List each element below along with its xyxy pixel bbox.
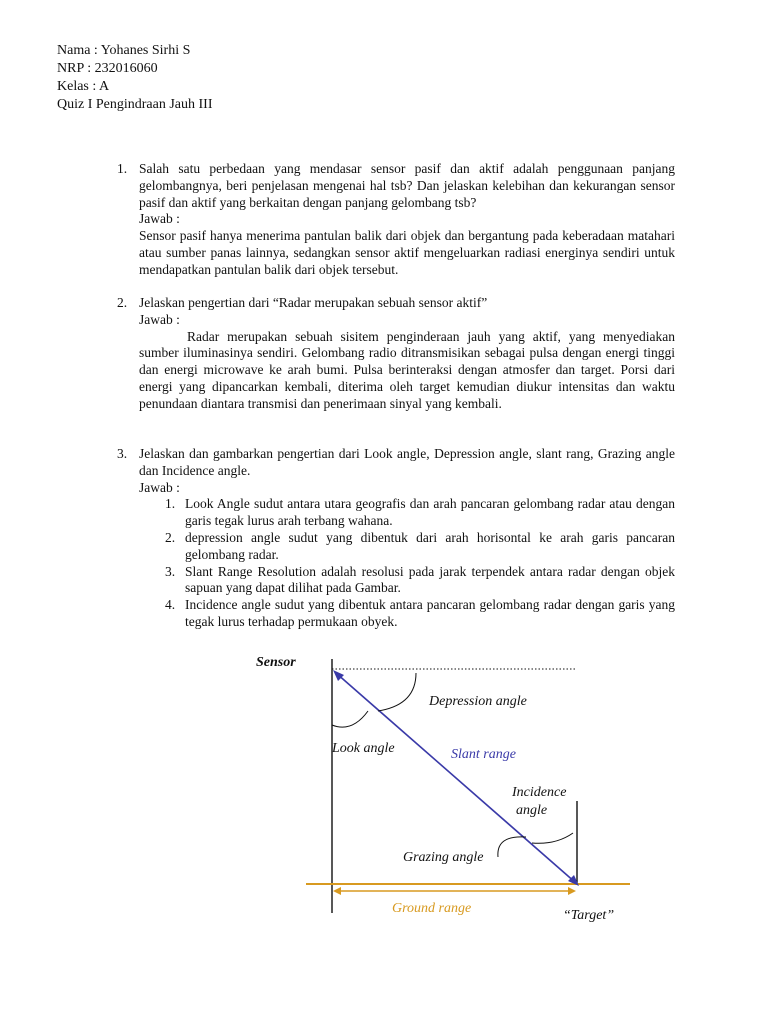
look-angle-label: Look angle — [332, 741, 395, 756]
answer-text: Radar merupakan sebuah sisitem penginderaan jauh yang aktif, yang menyediakan sumber iluminasinya sendiri. Gelombang radio ditransmisikan sebagai pulsa dengan energi tinggi dan energi microwave ke arah bumi. Pulsa berinteraksi dengan atmosfer dan target. Porsi dari energi yang dipancarkan kembali, diterima oleh target kemudian diukur intensitas dan waktu penundaan diantara transmisi dan penerimaan sinyal yang kembali. — [139, 328, 675, 411]
jawab-label: Jawab : — [139, 479, 180, 495]
student-header — [57, 42, 213, 114]
incidence-label-line2: angle — [516, 803, 548, 818]
student-class: Kelas : A — [57, 79, 110, 94]
slant-range-label: Slant range — [451, 747, 516, 762]
incidence-label-line1: Incidence — [512, 785, 567, 800]
question-number: 3. — [117, 446, 128, 461]
answer-item — [163, 564, 675, 598]
target-label: “Target” — [563, 908, 615, 923]
grazing-angle-arc — [498, 837, 526, 857]
ground-range-arrowhead-right — [568, 887, 576, 895]
answer-item — [163, 597, 675, 631]
question-number: 2. — [117, 295, 128, 310]
look-angle-arc — [332, 711, 368, 727]
jawab-label: Jawab : — [139, 311, 180, 327]
depression-angle-arc — [378, 673, 416, 711]
question-3 — [117, 446, 675, 631]
question-text: Salah satu perbedaan yang mendasar sensor pasif dan aktif adalah penggunaan panjang gelombangnya, beri penjelasan mengenai hal tsb? Dan jelaskan kelebihan dan kekurangan sensor pasif dan aktif yang berkaitan dengan panjang gelombang tsb? — [139, 161, 675, 210]
item-text: Incidence angle sudut yang dibentuk antara pancaran gelombang radar dengan garis yang tegak lurus terhadap permukaan obyek. — [185, 597, 675, 629]
item-text: Slant Range Resolution adalah resolusi pada jarak terpendek antara radar dengan objek sapuan yang dapat dilihat pada Gambar. — [185, 563, 675, 596]
incidence-angle-arc — [532, 833, 573, 843]
item-text: depression angle sudut yang dibentuk dari arah horisontal ke arah garis pancaran gelombang radar. — [185, 529, 675, 562]
ground-range-arrowhead-left — [333, 887, 341, 895]
answer-text: Sensor pasif hanya menerima pantulan balik dari objek dan bergantung pada keberadaan matahari atau sumber panas lainnya, sedangkan sensor aktif mengeluarkan radiasi energinya sendiri untuk mendapatkan pantulan balik dari objek tersebut. — [139, 228, 675, 277]
depression-angle-label: Depression angle — [429, 694, 527, 709]
question-text: Jelaskan dan gambarkan pengertian dari Look angle, Depression angle, slant rang, Grazing angle dan Incidence angle. — [139, 446, 675, 478]
grazing-angle-label: Grazing angle — [403, 850, 484, 865]
question-text: Jelaskan pengertian dari “Radar merupakan sebuah sensor aktif” — [139, 295, 488, 310]
sensor-label: Sensor — [256, 655, 296, 670]
jawab-label: Jawab : — [139, 211, 180, 227]
item-text: Look Angle sudut antara utara geografis dan arah pancaran gelombang radar atau dengan garis tegak lurus arah terbang wahana. — [185, 496, 675, 529]
ground-range-label: Ground range — [392, 901, 472, 916]
quiz-title: Quiz I Pengindraan Jauh III — [57, 97, 213, 112]
student-nrp: NRP : 232016060 — [57, 61, 158, 76]
item-number: 2. — [165, 529, 176, 545]
question-2 — [117, 295, 675, 413]
item-number: 4. — [165, 597, 176, 613]
item-number: 1. — [165, 496, 176, 512]
question-1 — [117, 161, 675, 279]
item-number: 3. — [165, 563, 176, 579]
answer-item — [163, 496, 675, 530]
radar-geometry-diagram — [240, 645, 640, 935]
question-number: 1. — [117, 161, 128, 176]
student-name: Nama : Yohanes Sirhi S — [57, 43, 191, 58]
answer-item — [163, 530, 675, 564]
